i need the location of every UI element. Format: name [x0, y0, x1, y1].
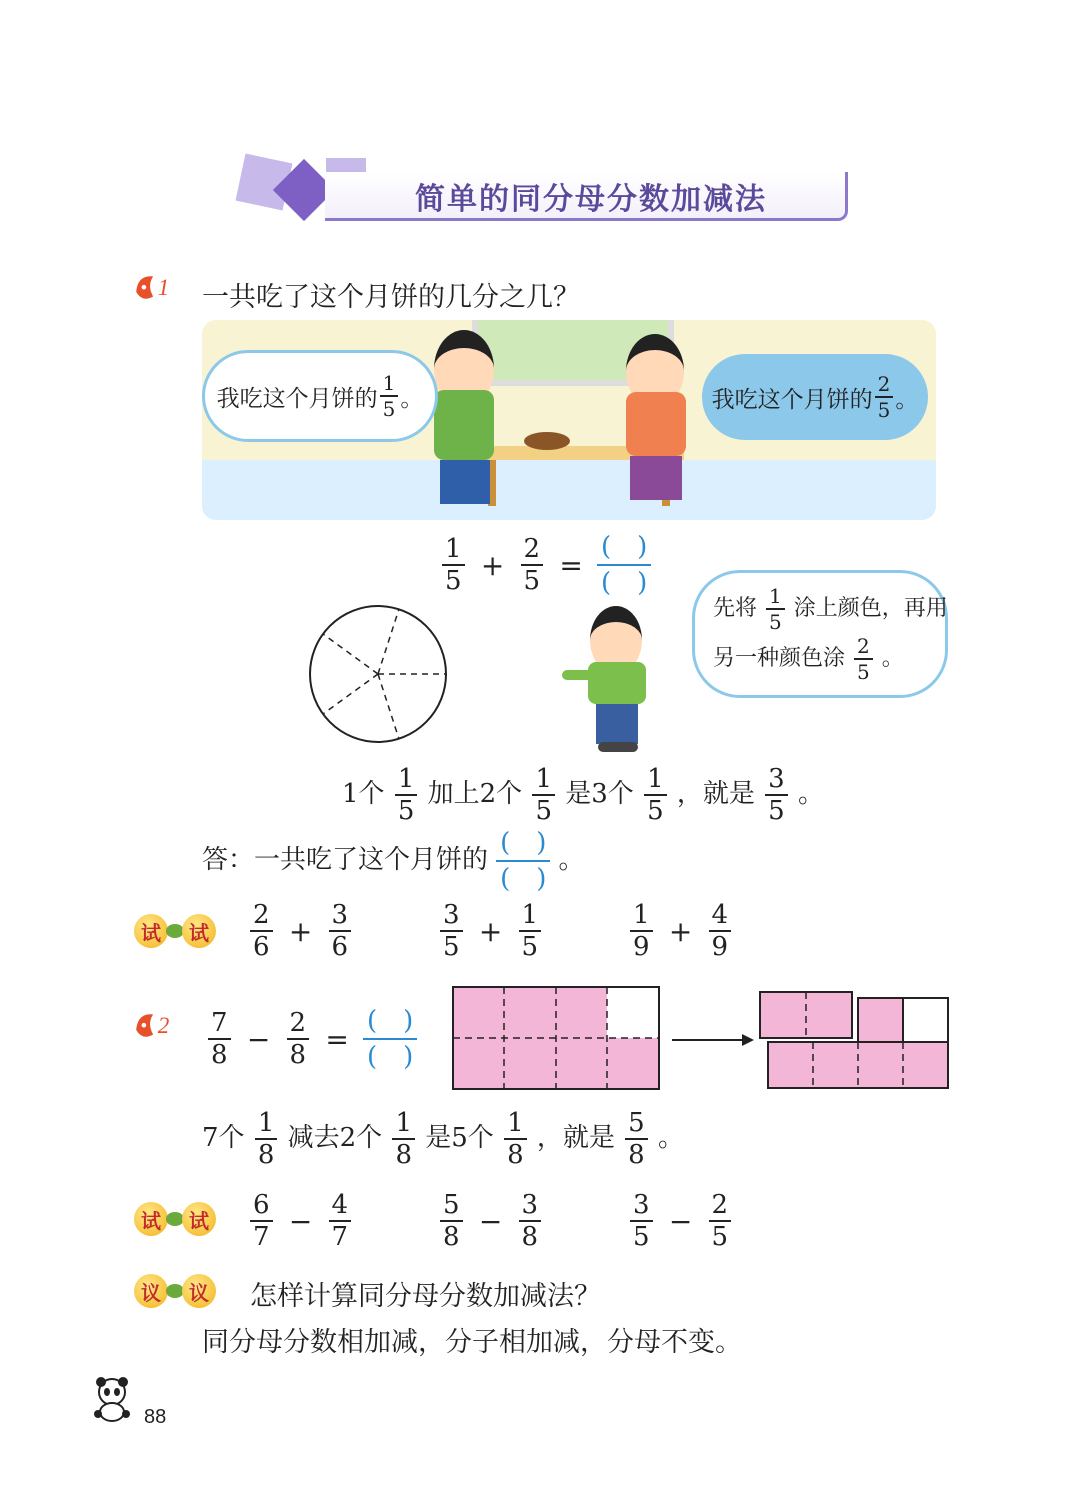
try-1-problem-2: $\frac{3}{5}$ + $\frac{1}{5}$ — [438, 902, 543, 960]
page-title: 简单的同分母分数加减法 — [415, 182, 767, 217]
pointing-boy — [562, 606, 662, 752]
title-banner — [325, 172, 848, 221]
answer-blank[interactable]: ( ) ( ) — [496, 830, 550, 892]
speech-bubble-boy: 我吃这个月饼的 $\frac{1}{5}$ 。 — [202, 350, 438, 442]
try-badge-1: 试 试 — [134, 914, 216, 948]
explanation-1: 1个 $\frac{1}{5}$ 加上2个 $\frac{1}{5}$ 是3个 $\frac{1}{5}$ ，就是 $\frac{3}{5}$ 。 — [342, 764, 824, 826]
discuss-badge: 议 议 — [134, 1274, 216, 1308]
try-1-problem-1: $\frac{2}{6}$ + $\frac{3}{6}$ — [248, 902, 353, 960]
answer-blank[interactable]: ( ) ( ) — [363, 1008, 417, 1070]
arrow — [672, 1032, 754, 1051]
equation-2: $\frac{7}{8}$ − $\frac{2}{8}$ = ( ) ( ) — [206, 1008, 417, 1070]
svg-text:2: 2 — [157, 1012, 170, 1039]
panda-icon — [88, 1374, 136, 1426]
try-2-problem-3: $\frac{3}{5}$ − $\frac{2}{5}$ — [628, 1192, 733, 1250]
equation-1: $\frac{1}{5}$ + $\frac{2}{5}$ = ( ) ( ) — [440, 534, 651, 596]
try-badge-2: 试 试 — [134, 1202, 216, 1236]
example-number-2 — [130, 1004, 184, 1052]
speech-bubble-girl: 我吃这个月饼的 $\frac{2}{5}$ 。 — [702, 354, 928, 440]
discuss-question: 怎样计算同分母分数加减法？ — [250, 1281, 601, 1312]
mooncake — [524, 432, 570, 450]
page-number: 88 — [144, 1406, 167, 1428]
explanation-2: 7个 $\frac{1}{8}$ 减去2个 $\frac{1}{8}$ 是5个 $\frac{1}{8}$ ，就是 $\frac{5}{8}$ 。 — [202, 1108, 684, 1170]
rule-text: 同分母分数相加减，分子相加减，分母不变。 — [202, 1327, 742, 1358]
try-1-problem-3: $\frac{1}{9}$ + $\frac{4}{9}$ — [628, 902, 733, 960]
eighths-grid-before — [452, 986, 660, 1094]
circle-fifths — [306, 602, 450, 750]
eighths-grid-after — [758, 990, 952, 1098]
answer-line: 答：一共吃了这个月饼的 ( ) ( ) 。 — [202, 828, 585, 894]
svg-text:1: 1 — [157, 274, 170, 301]
answer-blank[interactable]: ( ) ( ) — [597, 534, 651, 596]
try-2-problem-2: $\frac{5}{8}$ − $\frac{3}{8}$ — [438, 1192, 543, 1250]
question-1: 一共吃了这个月饼的几分之几？ — [202, 282, 580, 313]
hint-bubble: 先将 $\frac{1}{5}$ 涂上颜色，再用 另一种颜色涂 $\frac{2}{5}$ 。 — [692, 570, 948, 698]
example-number-1 — [130, 266, 184, 314]
try-2-problem-1: $\frac{6}{7}$ − $\frac{4}{7}$ — [248, 1192, 353, 1250]
